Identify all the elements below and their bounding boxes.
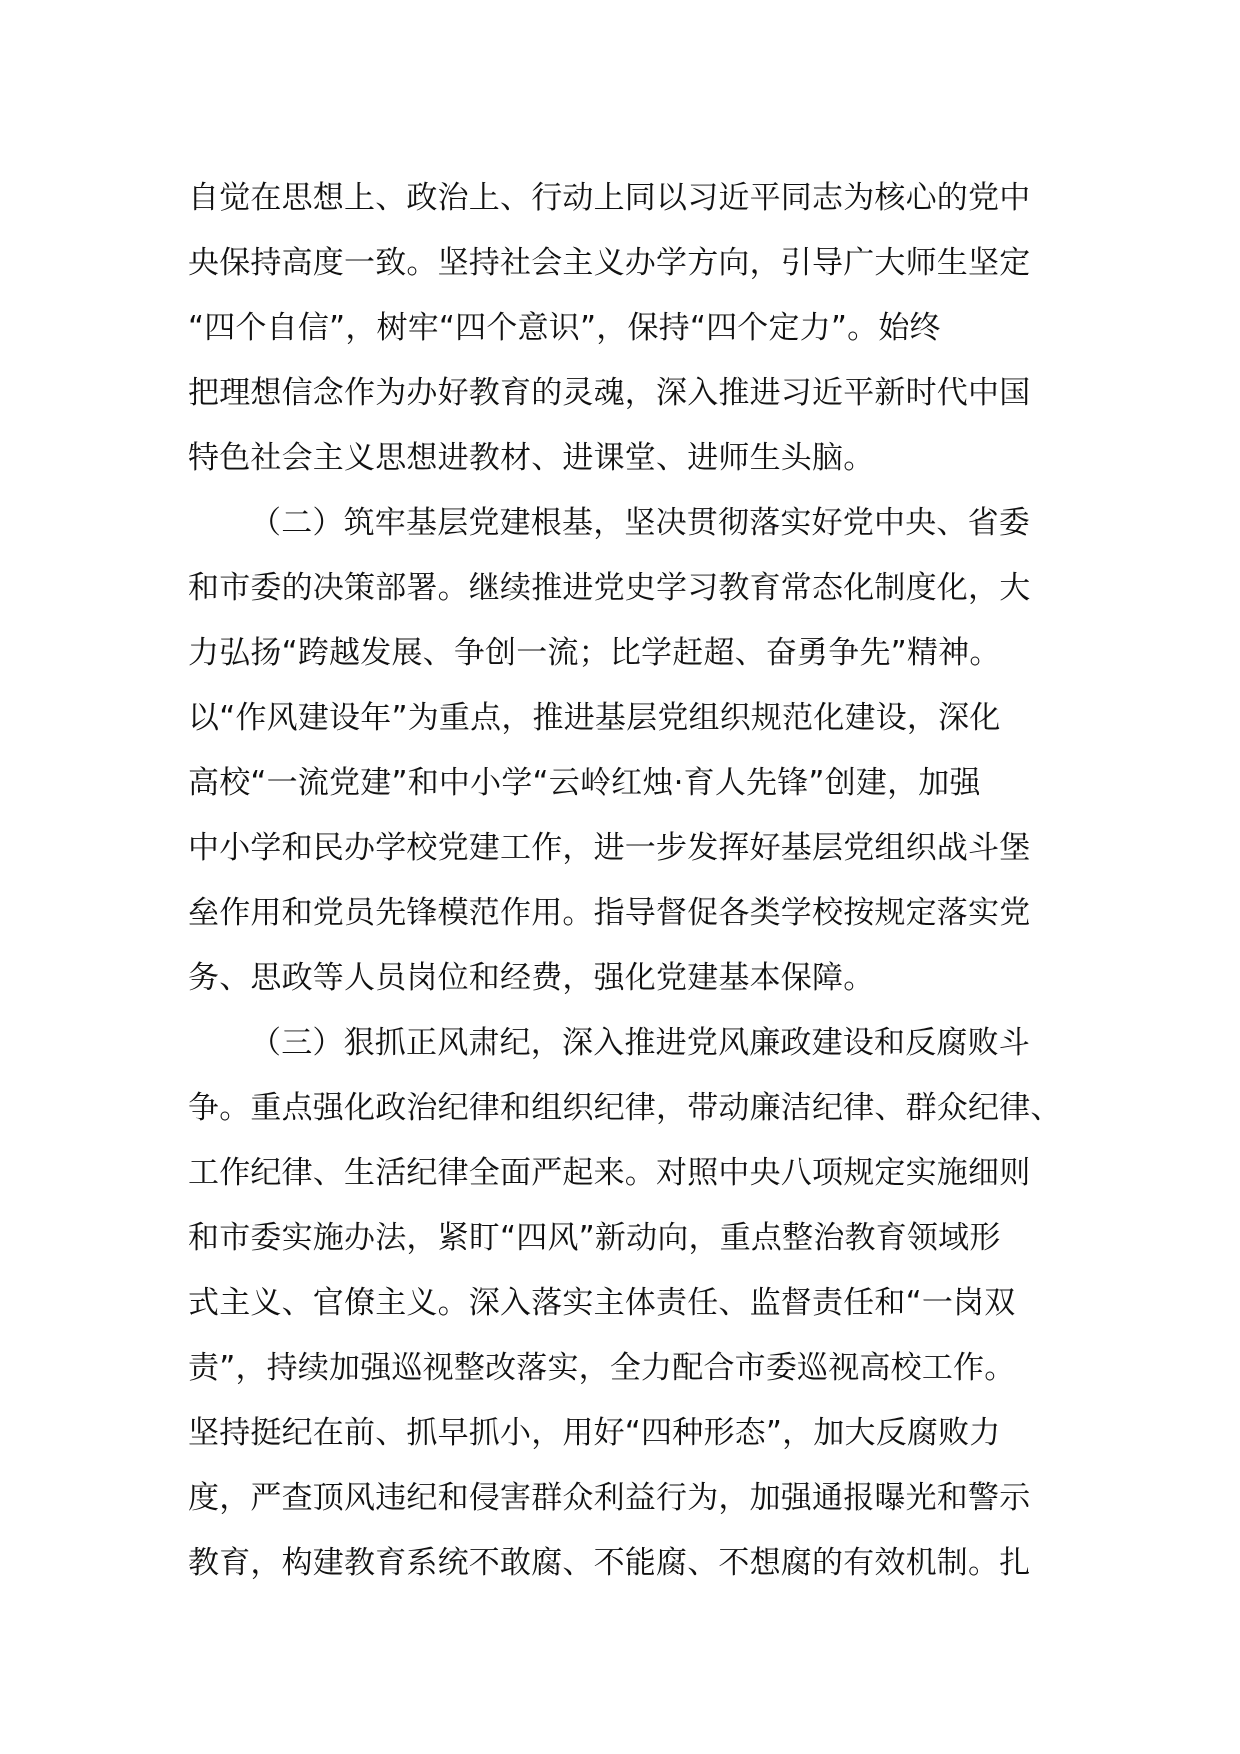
text-line: 坚持挺纪在前、抓早抓小，用好“四种形态”，加大反腐败力 <box>188 1415 1001 1451</box>
text-line: 垒作用和党员先锋模范作用。指导督促各类学校按规定落实党 <box>188 895 1031 931</box>
text-line: 力弘扬“跨越发展、争创一流；比学赶超、奋勇争先”精神。 <box>188 635 1001 671</box>
text-line: 争。重点强化政治纪律和组织纪律，带动廉洁纪律、群众纪律、 <box>188 1090 1062 1126</box>
text-line: 特色社会主义思想进教材、进课堂、进师生头脑。 <box>188 440 875 476</box>
section-heading-line: （二）筑牢基层党建根基，坚决贯彻落实好党中央、省委 <box>250 505 1030 541</box>
section-heading-line: （三）狠抓正风肃纪，深入推进党风廉政建设和反腐败斗 <box>250 1025 1030 1061</box>
text-line: 央保持高度一致。坚持社会主义办学方向，引导广大师生坚定 <box>188 245 1031 281</box>
text-line: 度，严查顶风违纪和侵害群众利益行为，加强通报曝光和警示 <box>188 1480 1031 1516</box>
text-line: 务、思政等人员岗位和经费，强化党建基本保障。 <box>188 960 875 996</box>
text-line: 教育，构建教育系统不敢腐、不能腐、不想腐的有效机制。扎 <box>188 1545 1031 1581</box>
text-line: “四个自信”，树牢“四个意识”，保持“四个定力”。始终 <box>188 310 941 346</box>
text-line: 自觉在思想上、政治上、行动上同以习近平同志为核心的党中 <box>188 180 1031 216</box>
text-line: 和市委的决策部署。继续推进党史学习教育常态化制度化，大 <box>188 570 1031 606</box>
text-line: 式主义、官僚主义。深入落实主体责任、监督责任和“一岗双 <box>188 1285 1016 1321</box>
text-line: 责”，持续加强巡视整改落实，全力配合市委巡视高校工作。 <box>188 1350 1016 1386</box>
text-line: 以“作风建设年”为重点，推进基层党组织规范化建设，深化 <box>188 700 1001 736</box>
text-line: 工作纪律、生活纪律全面严起来。对照中央八项规定实施细则 <box>188 1155 1031 1191</box>
document-body <box>188 166 1068 1596</box>
text-line: 高校“一流党建”和中小学“云岭红烛·育人先锋”创建，加强 <box>188 765 981 801</box>
text-line: 和市委实施办法，紧盯“四风”新动向，重点整治教育领域形 <box>188 1220 1001 1256</box>
text-line: 把理想信念作为办好教育的灵魂，深入推进习近平新时代中国 <box>188 375 1031 411</box>
text-line: 中小学和民办学校党建工作，进一步发挥好基层党组织战斗堡 <box>188 830 1031 866</box>
